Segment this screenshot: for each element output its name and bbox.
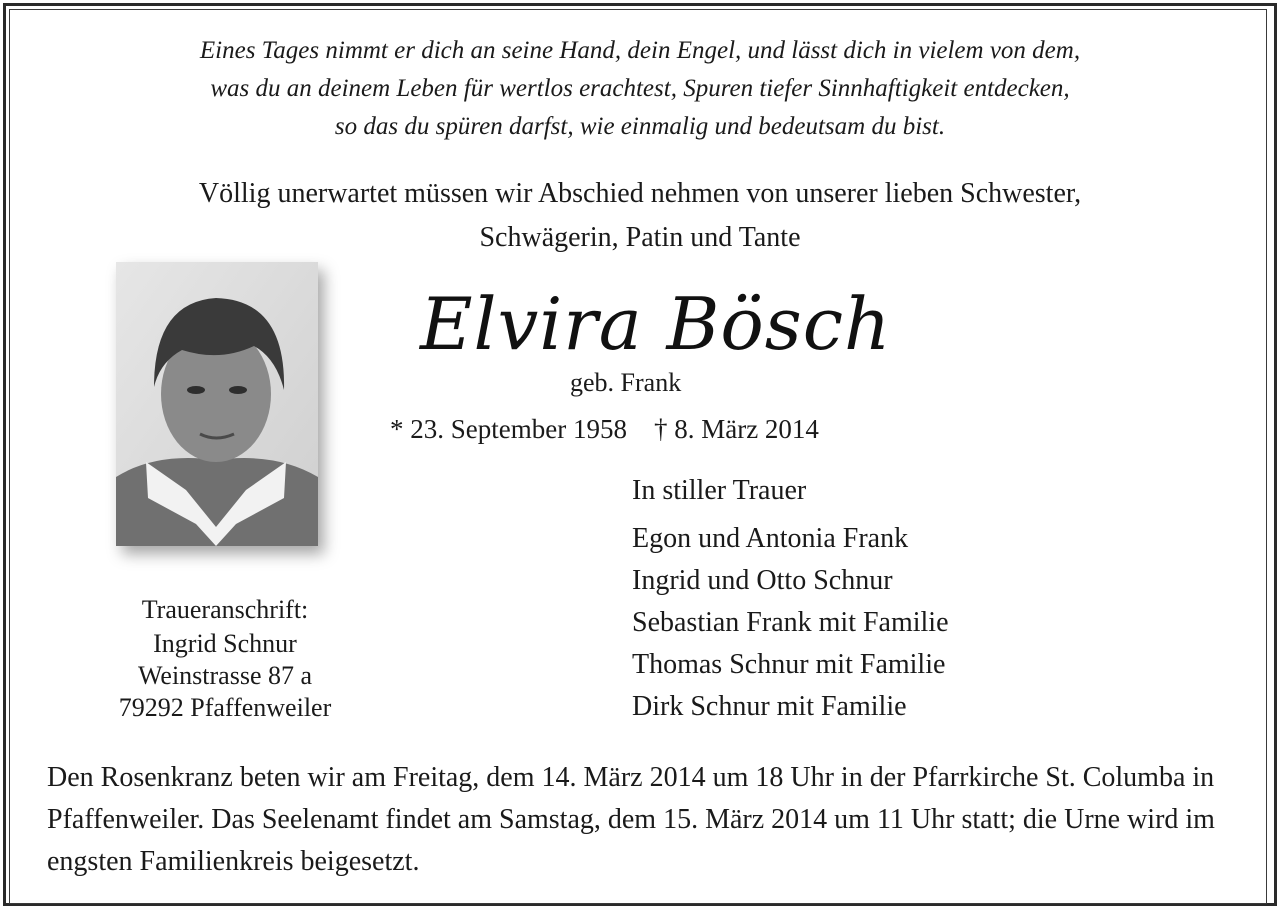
poem-line-2: was du an deinem Leben für wertlos erachtest, Spuren tiefer Sinnhaftigkeit entdecken, — [210, 75, 1070, 102]
poem-line-3: so das du spüren darfst, wie einmalig und bedeutsam du bist. — [334, 113, 946, 140]
mourner-name: Sebastian Frank mit Familie — [632, 607, 949, 638]
mourner-name: Dirk Schnur mit Familie — [632, 691, 907, 722]
intro-line-1: Völlig unerwartet müssen wir Abschied nehmen von unserer lieben Schwester, — [198, 178, 1082, 209]
address-name: Ingrid Schnur — [153, 629, 297, 658]
life-dates: * 23. September 1958 † 8. März 2014 — [390, 414, 819, 444]
mourner-name: Ingrid und Otto Schnur — [632, 565, 893, 596]
birth-name: geb. Frank — [570, 368, 682, 397]
poem-line-1: Eines Tages nimmt er dich an seine Hand, dein Engel, und lässt dich in vielem von dem, — [199, 37, 1081, 64]
mourner-name: Egon und Antonia Frank — [632, 523, 909, 554]
intro-line-2: Schwägerin, Patin und Tante — [479, 222, 801, 253]
deceased-name: Elvira Bösch — [420, 282, 892, 366]
mourner-name: Thomas Schnur mit Familie — [632, 649, 946, 680]
mourning-heading: In stiller Trauer — [632, 475, 807, 506]
service-info: Den Rosenkranz beten wir am Freitag, dem 14. März 2014 um 18 Uhr in der Pfarrkirche St. Columba in Pfaffenweiler. Das Seelenamt findet am Samstag, dem 15. März 2014 um 11 Uhr statt; die Urne wird im engsten Familienkreis beigesetzt. — [47, 762, 1215, 877]
address-city: 79292 Pfaffenweiler — [118, 693, 332, 722]
address-street: Weinstrasse 87 a — [137, 661, 313, 690]
address-label: Traueranschrift: — [141, 595, 309, 624]
portrait-photo — [116, 262, 318, 546]
